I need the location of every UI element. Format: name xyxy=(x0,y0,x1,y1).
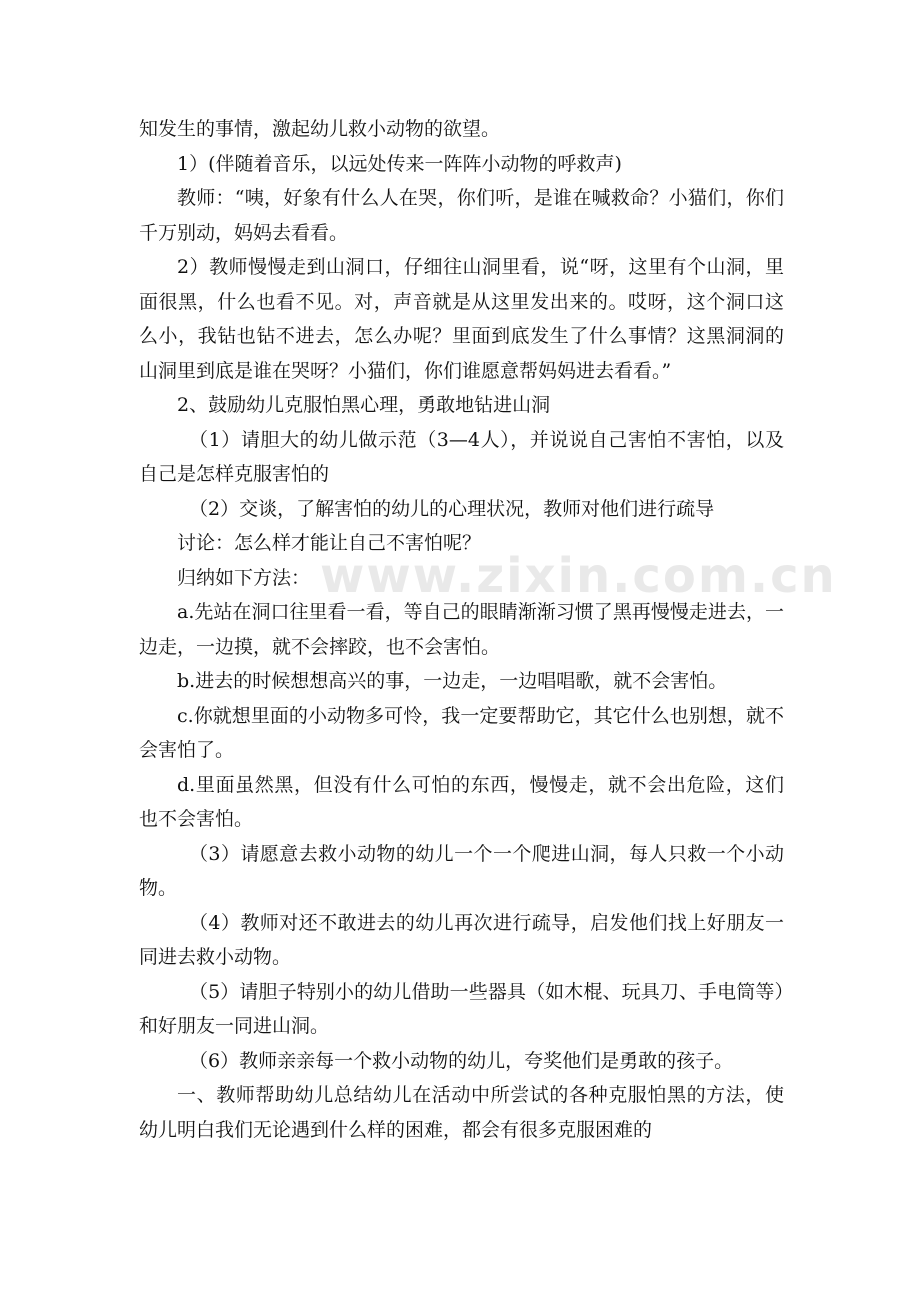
paragraph-method-d: d.里面虽然黑，但没有什么可怕的东西，慢慢走，就不会出危险，这们也不会害怕。 xyxy=(139,773,784,830)
paragraph-summary: 一、教师帮助幼儿总结幼儿在活动中所尝试的各种克服怕黑的方法，使幼儿明白我们无论遇到什么样的困难，都会有很多克服困难的 xyxy=(139,1084,784,1141)
paragraph-item-1: （1）请胆大的幼儿做示范（3—4人），并说说自己害怕不害怕，以及自己是怎样克服害怕的 xyxy=(139,428,784,485)
paragraph-step-2: 2）教师慢慢走到山洞口，仔细往山洞里看，说“呀，这里有个山洞，里面很黑，什么也看不见。对，声音就是从这里发出来的。哎呀，这个洞口这么小，我钻也钻不进去，怎么办呢？里面到底发生了什么事情？这黑洞洞的山洞里到底是谁在哭呀？小猫们，你们谁愿意帮妈妈进去看看。” xyxy=(139,256,784,382)
paragraph-item-4: （4）教师对还不敢进去的幼儿再次进行疏导，启发他们找上好朋友一同进去救小动物。 xyxy=(139,911,784,968)
paragraph-method-b: b.进去的时候想想高兴的事，一边走，一边唱唱歌，就不会害怕。 xyxy=(177,670,728,692)
watermark: www.zixin.com.cn xyxy=(320,548,837,604)
paragraph-continuation: 知发生的事情，激起幼儿救小动物的欲望。 xyxy=(139,118,501,140)
section-heading-2: 2、鼓励幼儿克服怕黑心理，勇敢地钻进山洞 xyxy=(177,394,551,416)
paragraph-item-3: （3）请愿意去救小动物的幼儿一个一个爬进山洞，每人只救一个小动物。 xyxy=(139,842,784,899)
paragraph-item-2: （2）交谈，了解害怕的幼儿的心理状况，教师对他们进行疏导 xyxy=(189,497,715,520)
document-body xyxy=(139,112,837,1147)
paragraph-discussion: 讨论：怎么样才能让自己不害怕呢？ xyxy=(177,532,482,554)
paragraph-item-6: （6）教师亲亲每一个救小动物的幼儿，夸奖他们是勇敢的孩子。 xyxy=(189,1049,734,1072)
paragraph-methods-heading: 归纳如下方法： xyxy=(177,566,311,589)
paragraph-method-c: c.你就想里面的小动物多可怜，我一定要帮助它，其它什么也别想，就不会害怕了。 xyxy=(139,704,784,761)
paragraph-step-1: 1）(伴随着音乐，以远处传来一阵阵小动物的呼救声) xyxy=(177,152,622,175)
paragraph-teacher-speech: 教师：“咦，好象有什么人在哭，你们听，是谁在喊救命？小猫们，你们千万别动，妈妈去看看。 xyxy=(139,187,784,244)
paragraph-item-5: （5）请胆子特别小的幼儿借助一些器具（如木棍、玩具刀、手电筒等）和好朋友一同进山洞。 xyxy=(139,980,784,1037)
paragraph-method-a: a.先站在洞口往里看一看，等自己的眼睛渐渐习惯了黑再慢慢走进去，一边走，一边摸，就不会摔跤，也不会害怕。 xyxy=(139,601,784,658)
